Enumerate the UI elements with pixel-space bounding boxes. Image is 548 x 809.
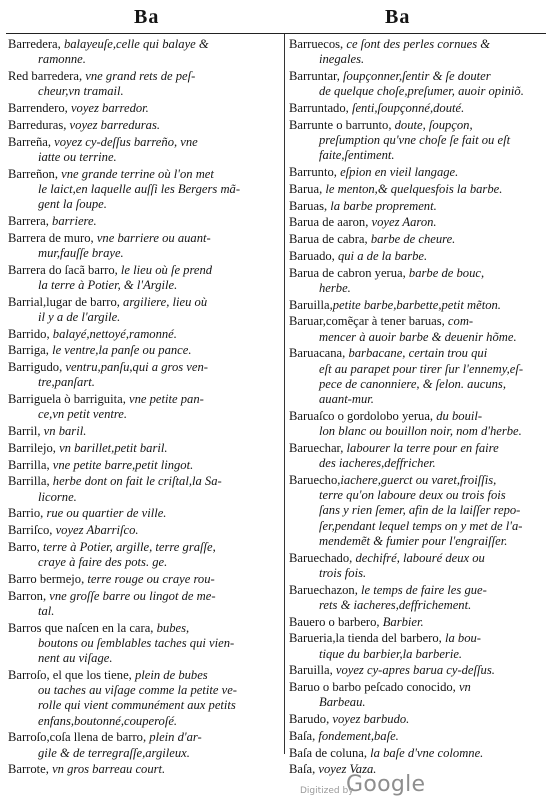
- entry-first-line: [8, 101, 280, 116]
- definition-text: herbe.: [319, 280, 351, 295]
- headword: Barrio,: [8, 506, 44, 521]
- entry-first-line: [8, 523, 280, 538]
- entry-continuation-line: [289, 133, 541, 148]
- entry-first-line: [8, 506, 280, 521]
- definition-text: voyez Abarriſco.: [52, 523, 139, 537]
- entry-first-line: [8, 214, 280, 229]
- entry-continuation-line: [8, 490, 280, 505]
- entry-continuation-line: [8, 407, 280, 422]
- entry-first-line: [289, 298, 541, 313]
- dictionary-entry: [8, 572, 280, 587]
- dictionary-entry: [289, 680, 541, 711]
- headword: Barreñon,: [8, 166, 59, 181]
- dictionary-entry: [8, 327, 280, 342]
- dictionary-entry: [8, 730, 280, 761]
- entry-first-line: [8, 668, 280, 683]
- headword: Barrunte o barrunto,: [289, 117, 392, 132]
- definition-text: vn gros barreau court.: [48, 762, 166, 777]
- page-footer: [0, 770, 548, 809]
- definition-text: iatte ou terrine.: [38, 149, 117, 164]
- dictionary-entry: [8, 360, 280, 391]
- google-watermark: Google: [346, 772, 426, 797]
- definition-text: voyez barreduras.: [66, 117, 161, 132]
- entry-continuation-line: [289, 281, 541, 296]
- definition-text: rets & iacheres,deffrichement.: [319, 597, 472, 612]
- definition-text: vne barriere ou auant-: [93, 230, 211, 245]
- entry-first-line: [289, 631, 541, 646]
- entry-first-line: [8, 572, 280, 587]
- dictionary-entry: [289, 118, 541, 164]
- definition-text: eſpion en vieil langage.: [336, 165, 459, 179]
- headword: Barrendero,: [8, 101, 68, 115]
- definition-text: qui a de la barbe.: [334, 248, 428, 263]
- definition-text: voyez barredor.: [67, 101, 149, 115]
- entry-continuation-line: [8, 310, 280, 325]
- definition-text: barbacane, certain trou qui: [345, 346, 488, 361]
- dictionary-entry: [8, 458, 280, 473]
- dictionary-entry: [8, 167, 280, 213]
- dictionary-entry: [289, 69, 541, 100]
- definition-text: le menton,& quelquesfois la barbe.: [322, 181, 503, 196]
- entry-first-line: [8, 360, 280, 375]
- definition-text: voyez cy-apres barua cy-deſſus.: [332, 663, 495, 678]
- headword: Barrilla,: [8, 474, 50, 489]
- entry-first-line: [289, 663, 541, 678]
- entry-continuation-line: [289, 598, 541, 613]
- definition-text: trois fois.: [319, 565, 367, 580]
- definition-text: vn barillet,petit baril.: [55, 440, 168, 455]
- entry-first-line: [289, 551, 541, 566]
- left-column: [8, 37, 280, 779]
- entry-continuation-line: [8, 683, 280, 698]
- definition-text: barriere.: [48, 213, 97, 228]
- definition-text: de quelque choſe,preſumer, auoir opiniõ.: [319, 84, 524, 99]
- definition-text: ce ſont des perles cornues &: [343, 37, 491, 51]
- dictionary-entry: [289, 631, 541, 662]
- dictionary-entry: [289, 199, 541, 214]
- entry-first-line: [289, 441, 541, 456]
- definition-text: herbe dont on fait le criſtal,la Sa-: [49, 474, 222, 489]
- headword: Barruntar,: [289, 69, 340, 83]
- entry-first-line: [289, 680, 541, 695]
- dictionary-entry: [8, 540, 280, 571]
- entry-continuation-line: [8, 604, 280, 619]
- definition-text: mur,fauſſe braye.: [38, 245, 124, 260]
- entry-first-line: [8, 441, 280, 456]
- dictionary-entry: [8, 392, 280, 423]
- definition-text: le lieu où ſe prend: [117, 262, 213, 277]
- headword: Baruacana,: [289, 346, 346, 361]
- entry-first-line: [289, 69, 541, 84]
- entry-continuation-line: [8, 698, 280, 713]
- entry-first-line: [289, 165, 541, 180]
- definition-text: ſenti,ſoupçonné,douté.: [348, 101, 465, 115]
- entry-first-line: [289, 182, 541, 197]
- definition-text: vne petite pan-: [125, 392, 204, 406]
- definition-text: le laict,en laquelle auſſi les Bergers mã-: [38, 181, 241, 196]
- dictionary-entry: [289, 215, 541, 230]
- dictionary-entry: [289, 729, 541, 744]
- definition-text: la terre à Potier, & l'Argile.: [38, 277, 178, 292]
- definition-text: voyez Vaza.: [315, 762, 377, 777]
- definition-text: terre rouge ou craye rou-: [84, 571, 215, 586]
- entry-first-line: [8, 167, 280, 182]
- entry-first-line: [289, 266, 541, 281]
- headword: Barrilejo,: [8, 440, 56, 455]
- column-divider: [284, 34, 285, 754]
- definition-text: pece de canonniere, & ſelon. aucuns,: [319, 376, 506, 391]
- headword: Baſa,: [289, 728, 316, 743]
- headword: Barrilla,: [8, 457, 50, 472]
- entry-first-line: [289, 729, 541, 744]
- entry-first-line: [8, 343, 280, 358]
- entry-first-line: [289, 746, 541, 761]
- entry-first-line: [8, 231, 280, 246]
- entry-continuation-line: [8, 278, 280, 293]
- headword: Baruas,: [289, 198, 328, 213]
- definition-text: la barbe proprement.: [327, 198, 437, 213]
- entry-continuation-line: [289, 647, 541, 662]
- headword: Baruecho,: [289, 472, 341, 487]
- definition-text: voyez Aaron.: [368, 215, 437, 230]
- headword: Barreduras,: [8, 117, 67, 132]
- entry-first-line: [289, 314, 541, 329]
- entry-continuation-line: [289, 84, 541, 99]
- definition-text: la baſe d'vne colomne.: [366, 745, 484, 760]
- definition-text: argiliere, lieu où: [119, 294, 208, 309]
- definition-text: il y a de l'argile.: [38, 309, 121, 324]
- entry-continuation-line: [8, 182, 280, 197]
- headword: Baruilla,: [289, 297, 333, 312]
- dictionary-entry: [289, 712, 541, 727]
- entry-continuation-line: [8, 555, 280, 570]
- dictionary-entry: [8, 506, 280, 521]
- headword: Barro bermejo,: [8, 571, 85, 586]
- definition-text: cheur,vn tramail.: [38, 84, 124, 99]
- headword: Bauero o barbero,: [289, 614, 380, 629]
- running-head-left: Ba: [134, 6, 160, 28]
- dictionary-entry: [8, 231, 280, 262]
- headword: Baſa,: [289, 762, 316, 777]
- definition-text: terre à Potier, argille, terre graſſe,: [39, 539, 216, 554]
- dictionary-entry: [8, 214, 280, 229]
- entry-first-line: [289, 199, 541, 214]
- definition-text: voyez cy-deſſus barreño, vne: [51, 134, 198, 149]
- definition-text: mendemẽt & fumier pour l'engraiſſer.: [319, 533, 508, 548]
- headword: Baruechado,: [289, 550, 353, 565]
- definition-text: preſumption qu'vne choſe ſe fait ou eſt: [319, 133, 511, 147]
- headword: Barua de cabron yerua,: [289, 265, 406, 280]
- entry-first-line: [8, 327, 280, 342]
- dictionary-entry: [8, 263, 280, 294]
- definition-text: ventru,panſu,qui a gros ven-: [62, 360, 208, 374]
- dictionary-entry: [8, 441, 280, 456]
- definition-text: eſt au parapet pour tirer ſur l'ennemy,eſ-: [319, 361, 524, 376]
- headword: Barrial,lugar de barro,: [8, 294, 120, 309]
- entry-continuation-line: [289, 519, 541, 534]
- entry-continuation-line: [289, 392, 541, 407]
- definition-text: vne groſſe barre ou lingot de me-: [46, 588, 216, 603]
- entry-first-line: [289, 583, 541, 598]
- entry-first-line: [8, 135, 280, 150]
- header-rule: [6, 33, 546, 34]
- definition-text: auant-mur.: [319, 392, 374, 406]
- dictionary-entry: [289, 182, 541, 197]
- definition-text: rue ou quartier de ville.: [43, 506, 167, 521]
- headword: Barua,: [289, 181, 323, 196]
- definition-text: du bouil-: [433, 408, 483, 423]
- dictionary-entry: [289, 409, 541, 440]
- dictionary-entry: [289, 37, 541, 68]
- entry-first-line: [8, 37, 280, 52]
- headword: Barruecos,: [289, 37, 344, 51]
- headword: Barros que naſcen en la cara,: [8, 620, 154, 635]
- running-head-right: Ba: [385, 6, 411, 28]
- entry-continuation-line: [8, 746, 280, 761]
- definition-text: boutons ou ſemblables taches qui vien-: [38, 635, 235, 650]
- dictionary-entry: [289, 346, 541, 407]
- entry-continuation-line: [8, 84, 280, 99]
- headword: Barruntado,: [289, 101, 349, 115]
- entry-continuation-line: [289, 695, 541, 710]
- definition-text: Barbeau.: [319, 695, 366, 710]
- entry-first-line: [289, 232, 541, 247]
- entry-first-line: [8, 392, 280, 407]
- entry-first-line: [289, 118, 541, 133]
- entry-continuation-line: [289, 377, 541, 392]
- headword: Barril,: [8, 424, 41, 438]
- dictionary-entry: [8, 101, 280, 116]
- dictionary-entry: [289, 266, 541, 297]
- headword: Baruilla,: [289, 663, 333, 678]
- dictionary-entry: [289, 249, 541, 264]
- entry-first-line: [8, 621, 280, 636]
- entry-first-line: [8, 69, 280, 84]
- entry-continuation-line: [8, 246, 280, 261]
- definition-text: com-: [444, 314, 474, 329]
- headword: Red barredera,: [8, 69, 83, 83]
- entry-first-line: [289, 473, 541, 488]
- definition-text: vne petite barre,petit lingot.: [49, 457, 194, 472]
- headword: Baruaſco o gordolobo yerua,: [289, 408, 434, 423]
- definition-text: doute, ſoupçon,: [391, 117, 473, 132]
- entry-first-line: [8, 540, 280, 555]
- dictionary-entry: [289, 746, 541, 761]
- definition-text: fondement,baſe.: [315, 728, 399, 743]
- headword: Baruar,comẽçar à tener baruas,: [289, 314, 445, 329]
- definition-text: dechifré, labouré deux ou: [352, 550, 485, 565]
- entry-first-line: [289, 712, 541, 727]
- definition-text: lon blanc ou bouillon noir, nom d'herbe.: [319, 424, 522, 438]
- headword: Barrote,: [8, 762, 49, 777]
- dictionary-entry: [8, 343, 280, 358]
- dictionary-entry: [289, 165, 541, 180]
- headword: Barriga,: [8, 343, 49, 358]
- entry-continuation-line: [8, 52, 280, 67]
- headword: Baruado,: [289, 248, 335, 263]
- page-header: [0, 0, 548, 36]
- definition-text: barbe de bouc,: [405, 265, 485, 280]
- definition-text: vn baril.: [40, 424, 87, 438]
- dictionary-entry: [289, 101, 541, 116]
- entry-first-line: [8, 118, 280, 133]
- right-column: [289, 37, 541, 779]
- headword: Barrigudo,: [8, 360, 63, 374]
- dictionary-entry: [289, 298, 541, 313]
- entry-first-line: [8, 474, 280, 489]
- dictionary-entry: [289, 232, 541, 247]
- entry-continuation-line: [289, 566, 541, 581]
- definition-text: des iacheres,deffricher.: [319, 456, 436, 470]
- dictionary-entry: [289, 615, 541, 630]
- definition-text: mencer à auoir barbe & deuenir hõme.: [319, 329, 517, 344]
- definition-text: ſoupçonner,ſentir & ſe douter: [339, 69, 491, 83]
- entry-continuation-line: [289, 503, 541, 518]
- definition-text: voyez barbudo.: [329, 712, 410, 726]
- definition-text: plein de bubes: [131, 667, 208, 682]
- definition-text: gent la ſoupe.: [38, 197, 107, 211]
- definition-text: craye à faire des pots. ge.: [38, 555, 168, 569]
- headword: Baſa de coluna,: [289, 745, 367, 760]
- definition-text: le ventre,la panſe ou pance.: [48, 343, 192, 358]
- headword: Barrera,: [8, 213, 49, 228]
- headword: Barrera do ſacã barro,: [8, 262, 118, 277]
- headword: Barrera de muro,: [8, 230, 94, 245]
- headword: Barua de cabra,: [289, 232, 368, 246]
- definition-text: terre qu'on laboure deux ou trois fois: [319, 488, 506, 502]
- headword: Barriguela ò barriguita,: [8, 392, 126, 406]
- entry-continuation-line: [8, 636, 280, 651]
- entry-first-line: [289, 37, 541, 52]
- headword: Baruechar,: [289, 440, 344, 455]
- headword: Barueria,la tienda del barbero,: [289, 631, 442, 646]
- definition-text: iachere,guerct ou varet,froiſſis,: [340, 472, 497, 487]
- definition-text: la bou-: [441, 631, 481, 646]
- entry-first-line: [289, 409, 541, 424]
- dictionary-entry: [289, 473, 541, 549]
- dictionary-entry: [289, 441, 541, 472]
- definition-text: petite barbe,barbette,petit mẽton.: [332, 297, 501, 312]
- headword: Barreña,: [8, 134, 52, 149]
- definition-text: ſans y rien ſemer, afin de la laiſſer repo-: [319, 503, 521, 518]
- entry-continuation-line: [8, 197, 280, 212]
- dictionary-entry: [289, 314, 541, 345]
- entry-continuation-line: [289, 456, 541, 471]
- definition-text: licorne.: [38, 489, 77, 504]
- dictionary-entry: [289, 663, 541, 678]
- headword: Barro,: [8, 539, 40, 554]
- definition-text: ou taches au viſage comme la petite ve-: [38, 683, 237, 697]
- definition-text: plein d'ar-: [146, 730, 202, 745]
- headword: Barroſo,coſa llena de barro,: [8, 730, 147, 745]
- entry-continuation-line: [8, 651, 280, 666]
- definition-text: balayeuſe,celle qui balaye &: [60, 37, 209, 51]
- entry-first-line: [8, 458, 280, 473]
- entry-first-line: [289, 346, 541, 361]
- entry-continuation-line: [8, 375, 280, 390]
- headword: Baruechazon,: [289, 582, 358, 597]
- entry-first-line: [8, 730, 280, 745]
- headword: Barron,: [8, 588, 47, 603]
- dictionary-entry: [8, 474, 280, 505]
- entry-first-line: [289, 215, 541, 230]
- entry-first-line: [8, 295, 280, 310]
- entry-first-line: [289, 101, 541, 116]
- definition-text: tique du barbier,la barberie.: [319, 646, 463, 661]
- headword: Barrunto,: [289, 165, 337, 179]
- dictionary-entry: [8, 621, 280, 667]
- definition-text: inegales.: [319, 52, 365, 67]
- dictionary-entry: [8, 668, 280, 729]
- entry-continuation-line: [289, 52, 541, 67]
- dictionary-entry: [8, 118, 280, 133]
- definition-text: vne grand rets de peſ-: [82, 69, 196, 83]
- definition-text: nent au viſage.: [38, 651, 113, 665]
- definition-text: ramonne.: [38, 52, 86, 67]
- entry-first-line: [289, 249, 541, 264]
- dictionary-entry: [8, 424, 280, 439]
- definition-text: Barbier.: [379, 614, 424, 629]
- definition-text: faite,ſentiment.: [319, 148, 395, 163]
- digitized-by-label: Digitized by: [300, 786, 354, 796]
- entry-first-line: [289, 615, 541, 630]
- definition-text: tal.: [38, 603, 55, 618]
- definition-text: labourer la terre pour en faire: [343, 440, 499, 455]
- entry-continuation-line: [289, 424, 541, 439]
- headword: Barrido,: [8, 326, 50, 341]
- dictionary-entry: [8, 295, 280, 326]
- definition-text: balayé,nettoyé,ramonné.: [49, 326, 177, 341]
- dictionary-entry: [289, 551, 541, 582]
- entry-continuation-line: [289, 330, 541, 345]
- definition-text: rolle qui vient communément aux petits: [38, 698, 236, 713]
- definition-text: ſer,pendant lequel temps on y met de l'a-: [319, 518, 523, 533]
- headword: Baruo o barbo peſcado conocido,: [289, 680, 456, 694]
- entry-continuation-line: [289, 362, 541, 377]
- definition-text: barbe de cheure.: [367, 232, 456, 246]
- dictionary-entry: [8, 135, 280, 166]
- dictionary-entry: [8, 69, 280, 100]
- entry-continuation-line: [8, 150, 280, 165]
- dictionary-entry: [8, 37, 280, 68]
- definition-text: bubes,: [153, 620, 190, 635]
- definition-text: vn: [455, 680, 471, 694]
- dictionary-entry: [8, 589, 280, 620]
- entry-first-line: [8, 263, 280, 278]
- dictionary-entry: [289, 583, 541, 614]
- entry-first-line: [8, 424, 280, 439]
- definition-text: gile & de terregraſſe,argileux.: [38, 745, 190, 760]
- definition-text: vne grande terrine où l'on met: [58, 166, 214, 181]
- dictionary-entry: [8, 523, 280, 538]
- entry-continuation-line: [289, 488, 541, 503]
- definition-text: tre,panſart.: [38, 375, 95, 390]
- entry-first-line: [8, 589, 280, 604]
- entry-continuation-line: [8, 714, 280, 729]
- definition-text: le temps de faire les gue-: [357, 582, 487, 597]
- entry-continuation-line: [289, 148, 541, 163]
- headword: Barua de aaron,: [289, 215, 369, 230]
- definition-text: ce,vn petit ventre.: [38, 407, 128, 422]
- headword: Barriſco,: [8, 523, 53, 537]
- headword: Barroſo, el que los tiene,: [8, 667, 132, 682]
- headword: Barudo,: [289, 712, 330, 726]
- headword: Barredera,: [8, 37, 61, 51]
- entry-continuation-line: [289, 534, 541, 549]
- definition-text: enfans,boutonné,couperoſé.: [38, 713, 178, 728]
